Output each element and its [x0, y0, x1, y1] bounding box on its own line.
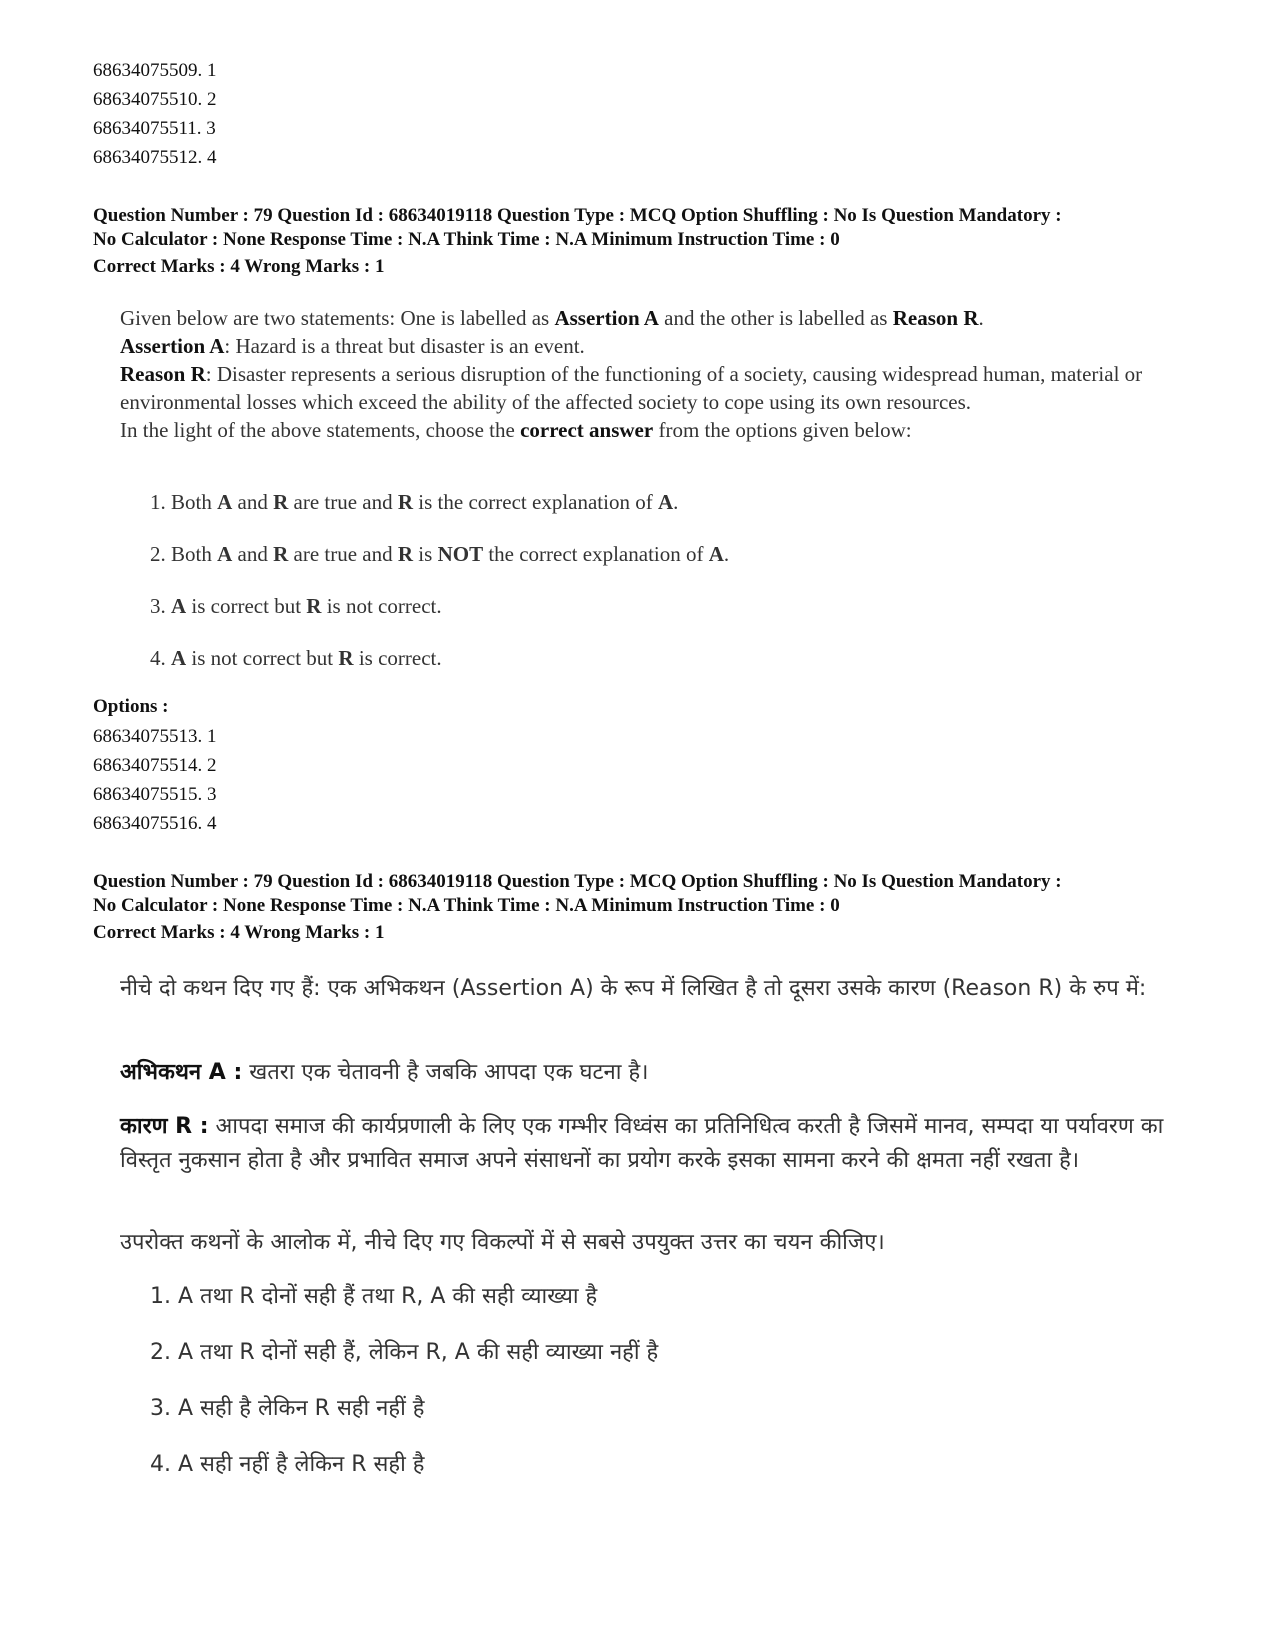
instruction-text: from the options given below:	[653, 418, 912, 442]
choice-text: is not correct but	[186, 646, 339, 670]
choice-text: 3.	[150, 594, 171, 618]
option-id: 68634075511. 3	[93, 118, 216, 139]
assertion-statement	[120, 1056, 1190, 1090]
choice-text: is	[413, 542, 438, 566]
answer-choice-2	[150, 542, 729, 567]
choice-bold: A	[171, 594, 187, 618]
answer-choice-4	[150, 646, 442, 671]
choice-text: 2. Both	[150, 542, 218, 566]
choice-bold: A	[217, 490, 233, 514]
intro-text: Given below are two statements: One is labelled as	[120, 306, 555, 330]
choice-text: the correct explanation of	[483, 542, 709, 566]
choice-text: is correct but	[186, 594, 307, 618]
reason-text: आपदा समाज की कार्यप्रणाली के लिए एक गम्भीर विध्वंस का प्रतिनिधित्व करती है जिसमें मानव, सम्पदा या पर्यावरण का विस्तृत नुकसान होता है और प्रभावित समाज अपने संसाधनों का प्रयोग करके इसका सामना करने की क्षमता नहीं रखता है।	[120, 1114, 1164, 1173]
choice-text: .	[673, 490, 679, 514]
choice-text: 1. Both	[150, 490, 218, 514]
choice-bold: R	[338, 646, 354, 670]
choice-text: and	[232, 542, 274, 566]
choice-bold: R	[273, 542, 289, 566]
choice-text: are true and	[288, 490, 398, 514]
question-meta-line: No Calculator : None Response Time : N.A Think Time : N.A Minimum Instruction Time : 0	[93, 895, 840, 916]
intro-bold: Assertion A	[554, 306, 659, 330]
intro-bold: Reason R	[892, 306, 979, 330]
answer-choice-2: 2. A तथा R दोनों सही हैं, लेकिन R, A की सही व्याख्या नहीं है	[150, 1340, 659, 1365]
choice-text: are true and	[288, 542, 398, 566]
assertion-label: Assertion A	[120, 334, 225, 358]
question-meta	[93, 870, 1203, 918]
question-meta	[93, 204, 1203, 252]
intro-text: and the other is labelled as	[658, 306, 893, 330]
choice-text: is correct.	[353, 646, 442, 670]
question-meta-line: No Calculator : None Response Time : N.A Think Time : N.A Minimum Instruction Time : 0	[93, 229, 840, 250]
reason-label: Reason R	[120, 362, 206, 386]
instruction-bold: correct answer	[520, 418, 654, 442]
choice-bold: R	[273, 490, 289, 514]
choice-text: .	[723, 542, 730, 566]
choice-text: is the correct explanation of	[413, 490, 658, 514]
choice-bold: A	[171, 646, 187, 670]
choice-bold: R	[397, 490, 414, 514]
answer-choice-4: 4. A सही नहीं है लेकिन R सही है	[150, 1452, 425, 1477]
assertion-text: : Hazard is a threat but disaster is an event.	[224, 334, 585, 358]
reason-statement	[120, 1110, 1190, 1178]
answer-choice-1: 1. A तथा R दोनों सही हैं तथा R, A की सही व्याख्या है	[150, 1284, 598, 1309]
question-intro: नीचे दो कथन दिए गए हैं: एक अभिकथन (Assertion A) के रूप में लिखित है तो दूसरा उसके कारण (Reason R) के रुप में:	[120, 976, 1147, 1001]
option-id: 68634075510. 2	[93, 89, 217, 110]
choice-text: is not correct.	[321, 594, 442, 618]
reason-statement	[120, 360, 1190, 416]
choice-bold: R	[397, 542, 414, 566]
option-id: 68634075515. 3	[93, 784, 217, 805]
instruction-text: उपरोक्त कथनों के आलोक में, नीचे दिए गए विकल्पों में से सबसे उपयुक्त उत्तर का चयन कीजिए।	[120, 1230, 885, 1255]
choice-text: 4.	[150, 646, 171, 670]
choice-bold: R	[306, 594, 322, 618]
question-text-hindi	[120, 972, 1190, 1006]
question-text-english	[120, 304, 1190, 444]
answer-choice-1	[150, 490, 678, 515]
choice-bold: NOT	[437, 542, 484, 566]
options-list	[93, 722, 217, 838]
reason-label: कारण R :	[120, 1114, 209, 1139]
choice-text: and	[232, 490, 274, 514]
instruction	[120, 1226, 1190, 1260]
option-id: 68634075509. 1	[93, 60, 217, 81]
assertion-statement	[120, 332, 1190, 360]
question-meta-line: Question Number : 79 Question Id : 68634019118 Question Type : MCQ Option Shuffling : No Is Question Mandatory :	[93, 205, 1062, 226]
instruction	[120, 416, 1190, 444]
intro-text: .	[978, 306, 984, 330]
option-id: 68634075514. 2	[93, 755, 217, 776]
answer-choice-3	[150, 594, 442, 619]
assertion-label: अभिकथन A :	[120, 1060, 243, 1085]
assertion-text: खतरा एक चेतावनी है जबकि आपदा एक घटना है।	[242, 1060, 649, 1085]
answer-choice-3: 3. A सही है लेकिन R सही नहीं है	[150, 1396, 425, 1421]
instruction-text: In the light of the above statements, choose the	[120, 418, 521, 442]
previous-options-list	[93, 56, 217, 172]
question-meta-line: Question Number : 79 Question Id : 68634019118 Question Type : MCQ Option Shuffling : No Is Question Mandatory :	[93, 871, 1062, 892]
marks-line: Correct Marks : 4 Wrong Marks : 1	[93, 922, 385, 943]
choice-bold: A	[657, 490, 674, 514]
options-label: Options :	[93, 696, 169, 717]
choice-bold: A	[708, 542, 724, 566]
marks-line: Correct Marks : 4 Wrong Marks : 1	[93, 256, 385, 277]
option-id: 68634075516. 4	[93, 813, 217, 834]
question-intro	[120, 304, 1190, 332]
reason-text: : Disaster represents a serious disruption of the functioning of a society, causing widespread human, material or environmental losses which exceed the ability of the affected society to cope using its own resources.	[120, 362, 1143, 414]
option-id: 68634075512. 4	[93, 147, 217, 168]
option-id: 68634075513. 1	[93, 726, 217, 747]
choice-bold: A	[217, 542, 233, 566]
